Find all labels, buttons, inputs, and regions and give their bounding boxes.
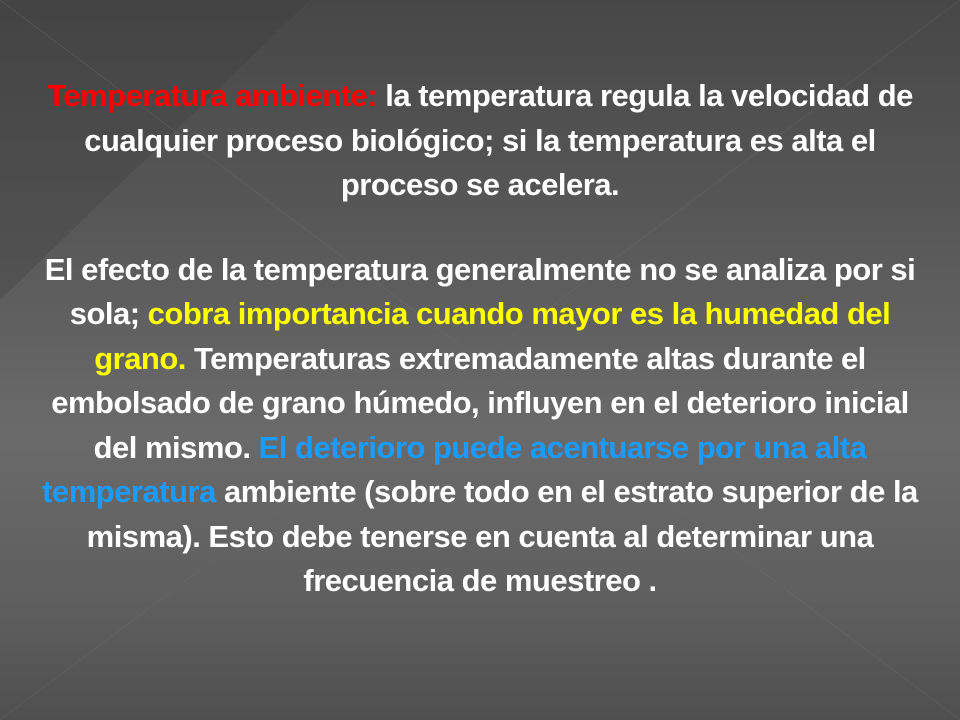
heading-temperatura-ambiente: Temperatura ambiente:: [47, 78, 378, 113]
paragraph-2-intro: El efecto de la temperatura generalmente no se analiza por si sola;: [44, 251, 916, 331]
paragraph-effect: [40, 248, 920, 604]
highlight-deterioro: El deterioro puede acentuarse por una alta temperatura: [42, 429, 867, 509]
paragraph-2-middle: Temperaturas extremadamente altas durante el embolsado de grano húmedo, influyen en el deterioro inicial del mismo.: [51, 340, 909, 465]
paragraph-1-text: la temperatura regula la velocidad de cualquier proceso biológico; si la temperatura es alta el proceso se acelera.: [84, 78, 913, 202]
highlight-humedad: cobra importancia cuando mayor es la humedad del grano.: [94, 296, 891, 376]
paragraph-2-end: ambiente (sobre todo en el estrato superior de la misma). Esto debe tenerse en cuenta al determinar una frecuencia de muestreo .: [86, 474, 918, 598]
slide-body: [40, 74, 920, 604]
paragraph-temperature: [40, 74, 920, 208]
